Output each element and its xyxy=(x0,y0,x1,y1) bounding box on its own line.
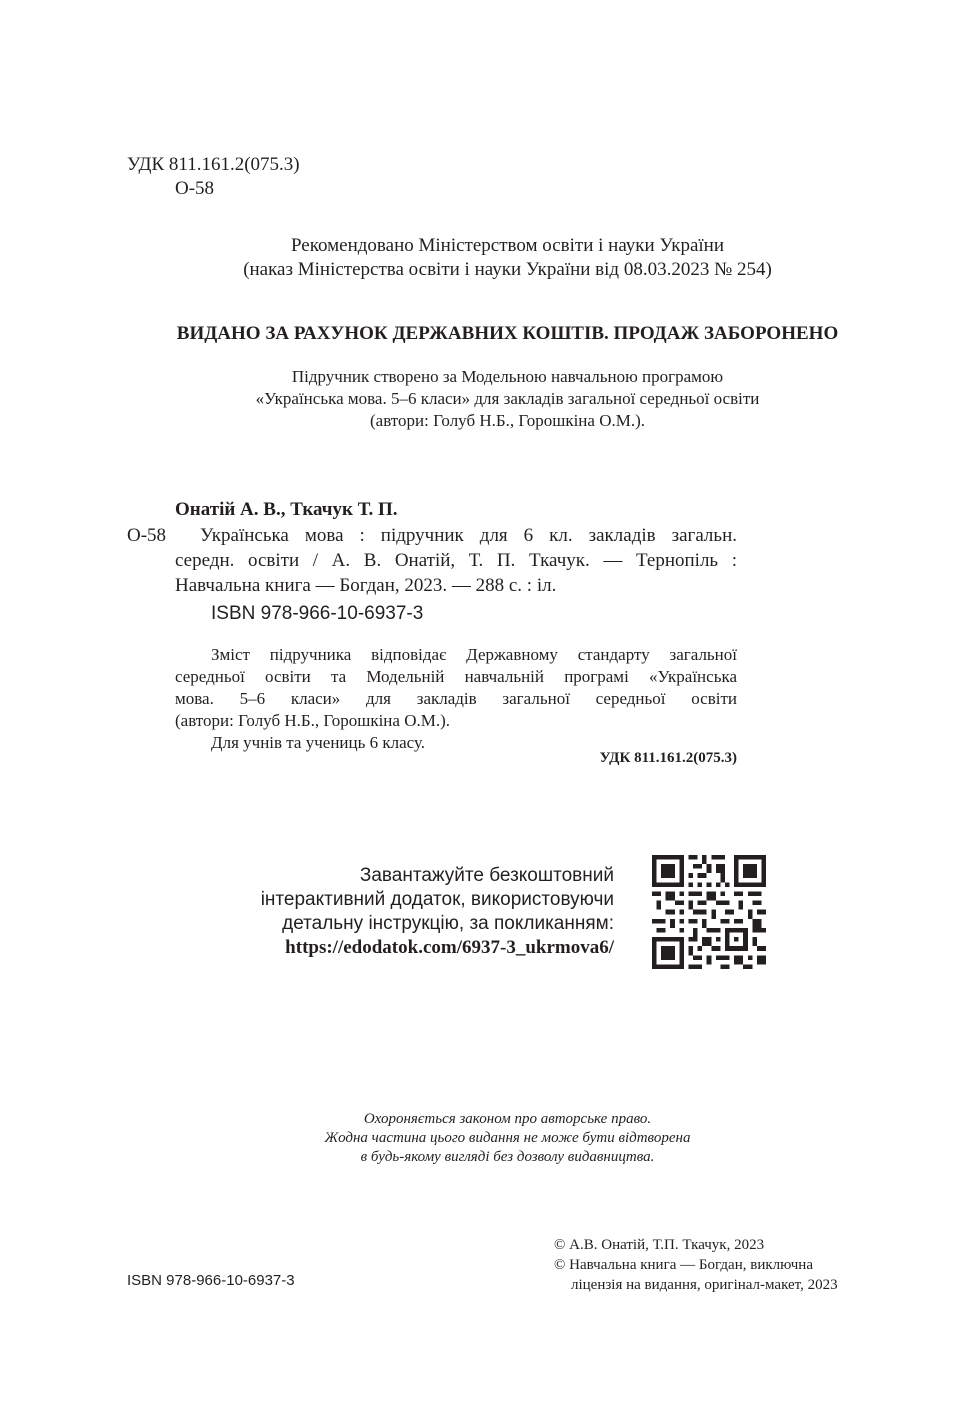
bibliography-isbn: ISBN 978-966-10-6937-3 xyxy=(211,603,424,624)
recommendation-line-1: Рекомендовано Міністерством освіти і науки України xyxy=(290,235,725,256)
bibliography-line-3: Навчальна книга — Богдан, 2023. — 288 с. : іл. xyxy=(175,575,557,596)
annotation-line-1: Зміст підручника відповідає Державному стандарту загальної xyxy=(211,645,737,664)
udk-index: О-58 xyxy=(175,178,215,199)
bibliography-line-1: Українська мова : підручник для 6 кл. закладів загальн. xyxy=(200,525,737,546)
recommendation-line-2: (наказ Міністерства освіти і науки України від 08.03.2023 № 254) xyxy=(243,259,772,280)
copyright-law-line-3: в будь-якому вигляді без дозволу видавництва. xyxy=(360,1149,655,1165)
qr-code-icon[interactable] xyxy=(652,855,766,969)
download-line-2: інтерактивний додаток, використовуючи xyxy=(260,889,614,910)
download-line-3: детальну інструкцію, за покликанням: xyxy=(282,913,614,934)
download-line-1: Завантажуйте безкоштовний xyxy=(359,865,614,886)
download-link[interactable]: https://edodatok.com/6937-3_ukrmova6/ xyxy=(285,937,614,958)
annotation-line-4: (автори: Голуб Н.Б., Горошкіна О.М.). xyxy=(175,711,450,730)
program-line-3: (автори: Голуб Н.Б., Горошкіна О.М.). xyxy=(370,411,645,430)
annotation-udk: УДК 811.161.2(075.3) xyxy=(599,750,737,766)
annotation-line-2: середньої освіти та Модельній навчальній програмі «Українська xyxy=(175,667,737,686)
state-funds-notice: ВИДАНО ЗА РАХУНОК ДЕРЖАВНИХ КОШТІВ. ПРОДАЖ ЗАБОРОНЕНО xyxy=(176,323,839,344)
footer-copyright-authors: © А.В. Онатій, Т.П. Ткачук, 2023 xyxy=(554,1237,765,1253)
udk-code: УДК 811.161.2(075.3) xyxy=(127,154,300,175)
annotation-line-5: Для учнів та учениць 6 класу. xyxy=(211,733,426,752)
annotation-line-3: мова. 5–6 класи» для закладів загальної середньої освіти xyxy=(175,689,737,708)
footer-copyright-license: ліцензія на видання, оригінал-макет, 2023 xyxy=(571,1277,838,1293)
bibliography-line-2: середн. освіти / А. В. Онатій, Т. П. Ткачук. — Тернопіль : xyxy=(175,550,737,571)
footer-isbn: ISBN 978-966-10-6937-3 xyxy=(127,1272,295,1289)
copyright-law-line-2: Жодна частина цього видання не може бути відтворена xyxy=(324,1130,691,1146)
program-line-1: Підручник створено за Модельною навчальною програмою xyxy=(291,367,724,386)
copyright-law-line-1: Охороняється законом про авторське право. xyxy=(363,1111,652,1127)
program-line-2: «Українська мова. 5–6 класи» для закладів загальної середньої освіти xyxy=(255,389,760,408)
bibliography-index: О-58 xyxy=(127,525,167,546)
bibliography-authors: Онатій А. В., Ткачук Т. П. xyxy=(175,499,398,520)
footer-copyright-publisher: © Навчальна книга — Богдан, виключна xyxy=(554,1257,813,1273)
